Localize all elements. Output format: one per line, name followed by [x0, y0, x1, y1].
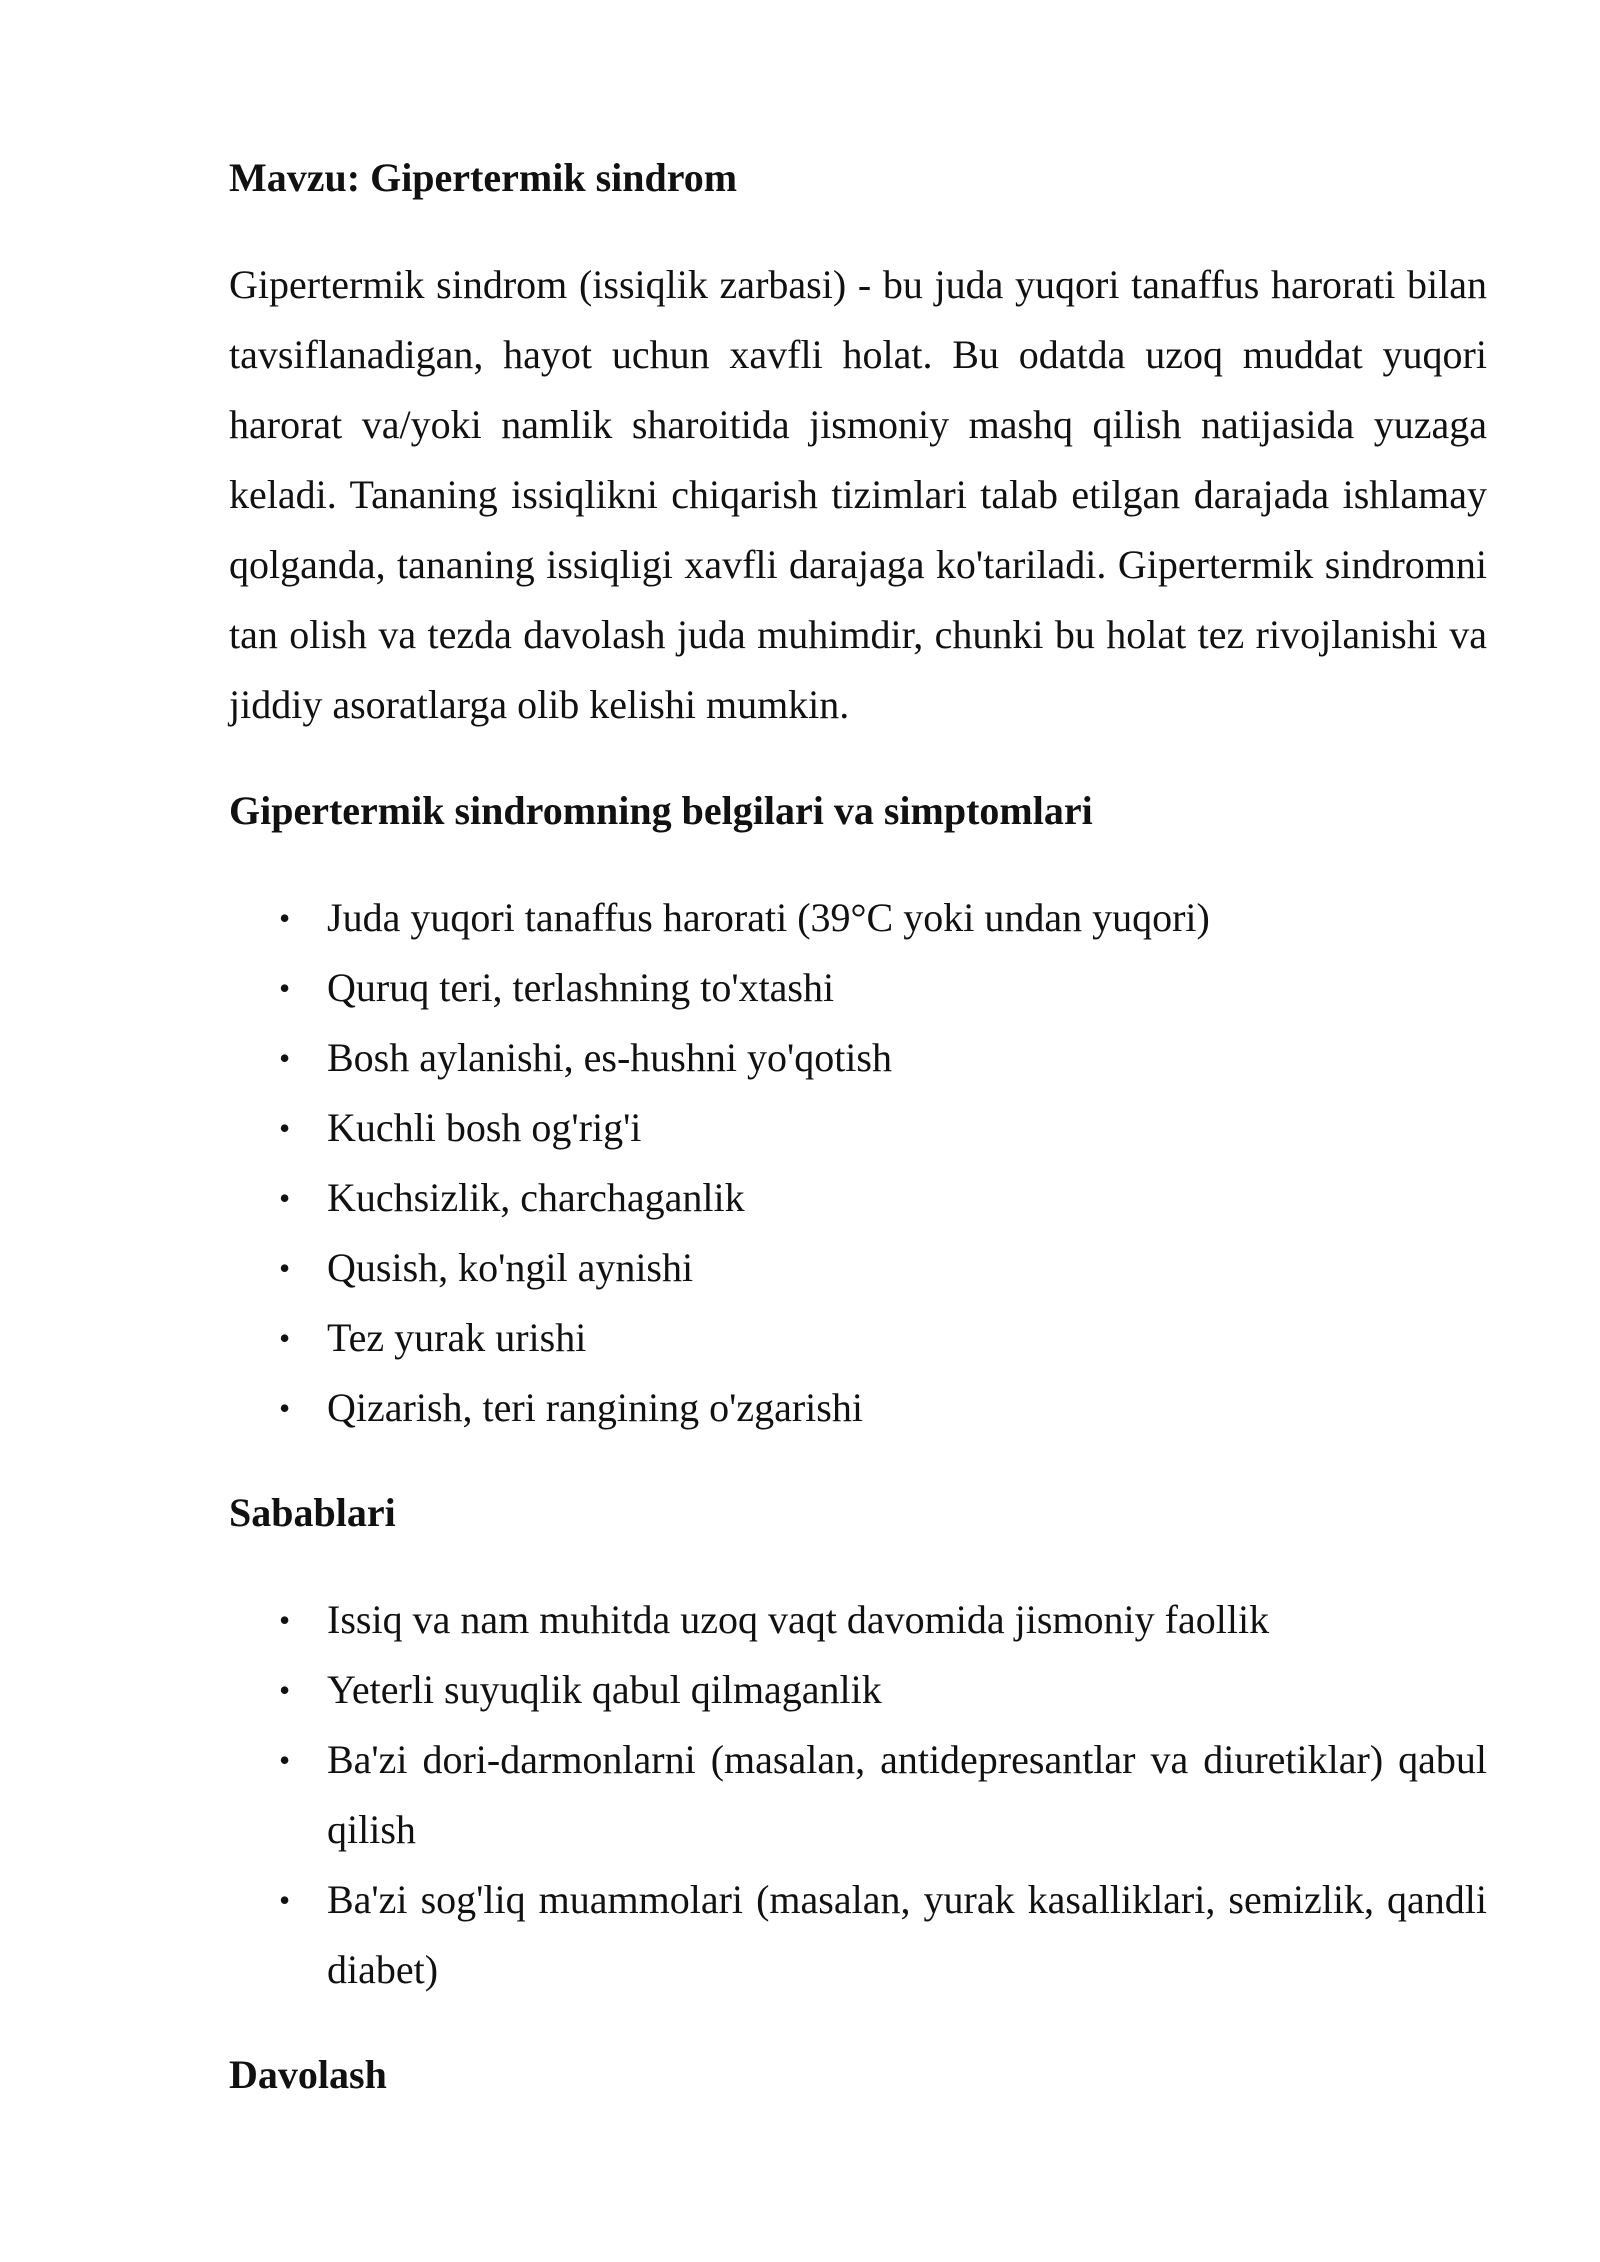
list-item	[229, 883, 1487, 953]
list-item-text: Issiq va nam muhitda uzoq vaqt davomida jismoniy faollik	[327, 1597, 1270, 1642]
list-item	[229, 1373, 1487, 1443]
bullet-icon: •	[279, 900, 291, 936]
list-item-text: Qizarish, teri rangining o'zgarishi	[327, 1385, 863, 1430]
list-item	[229, 1163, 1487, 1233]
list-item	[229, 953, 1487, 1023]
bullet-icon: •	[279, 1110, 291, 1146]
list-item-text: Qusish, ko'ngil aynishi	[327, 1245, 694, 1290]
treatment-heading: Davolash	[229, 2052, 387, 2097]
bullet-icon: •	[279, 1390, 291, 1426]
bullet-icon: •	[279, 1742, 291, 1778]
list-item	[229, 1725, 1487, 1865]
symptoms-heading: Gipertermik sindromning belgilari va simptomlari	[229, 788, 1093, 833]
symptoms-list	[229, 883, 1487, 1443]
bullet-icon: •	[279, 1672, 291, 1708]
list-item	[229, 1655, 1487, 1725]
bullet-icon: •	[279, 1320, 291, 1356]
causes-list	[229, 1585, 1487, 2005]
bullet-icon: •	[279, 1882, 291, 1918]
list-item-text: Kuchsizlik, charchaganlik	[327, 1175, 745, 1220]
bullet-icon: •	[279, 1602, 291, 1638]
list-item	[229, 1865, 1487, 2005]
document-title: Mavzu: Gipertermik sindrom	[229, 155, 738, 200]
list-item-text: Bosh aylanishi, es-hushni yo'qotish	[327, 1035, 892, 1080]
list-item-text: Kuchli bosh og'rig'i	[327, 1105, 642, 1150]
list-item	[229, 1093, 1487, 1163]
list-item-text: Tez yurak urishi	[327, 1315, 587, 1360]
intro-paragraph: Gipertermik sindrom (issiqlik zarbasi) - bu juda yuqori tanaffus harorati bilan tavsiflanadigan, hayot uchun xavfli holat. Bu odatda uzoq muddat yuqori harorat va/yoki namlik sharoitida jismoniy mashq qilish natijasida yuzaga keladi. Tananing issiqlikni chiqarish tizimlari talab etilgan darajada ishlamay qolganda, tananing issiqligi xavfli darajaga ko'tariladi. Gipertermik sindromni tan olish va tezda davolash juda muhimdir, chunki bu holat tez rivojlanishi va jiddiy asoratlarga olib kelishi mumkin.	[229, 262, 1487, 727]
list-item-text: Yeterli suyuqlik qabul qilmaganlik	[327, 1667, 882, 1712]
bullet-icon: •	[279, 1250, 291, 1286]
list-item-text: Ba'zi dori-darmonlarni (masalan, antidepresantlar va diuretiklar) qabul qilish	[327, 1737, 1487, 1852]
causes-heading: Sabablari	[229, 1490, 396, 1535]
list-item	[229, 1303, 1487, 1373]
list-item-text: Quruq teri, terlashning to'xtashi	[327, 965, 835, 1010]
list-item	[229, 1023, 1487, 1093]
bullet-icon: •	[279, 970, 291, 1006]
list-item-text: Juda yuqori tanaffus harorati (39°C yoki undan yuqori)	[327, 895, 1210, 940]
bullet-icon: •	[279, 1180, 291, 1216]
bullet-icon: •	[279, 1040, 291, 1076]
list-item-text: Ba'zi sog'liq muammolari (masalan, yurak kasalliklari, semizlik, qandli diabet)	[327, 1877, 1487, 1992]
list-item	[229, 1585, 1487, 1655]
list-item	[229, 1233, 1487, 1303]
